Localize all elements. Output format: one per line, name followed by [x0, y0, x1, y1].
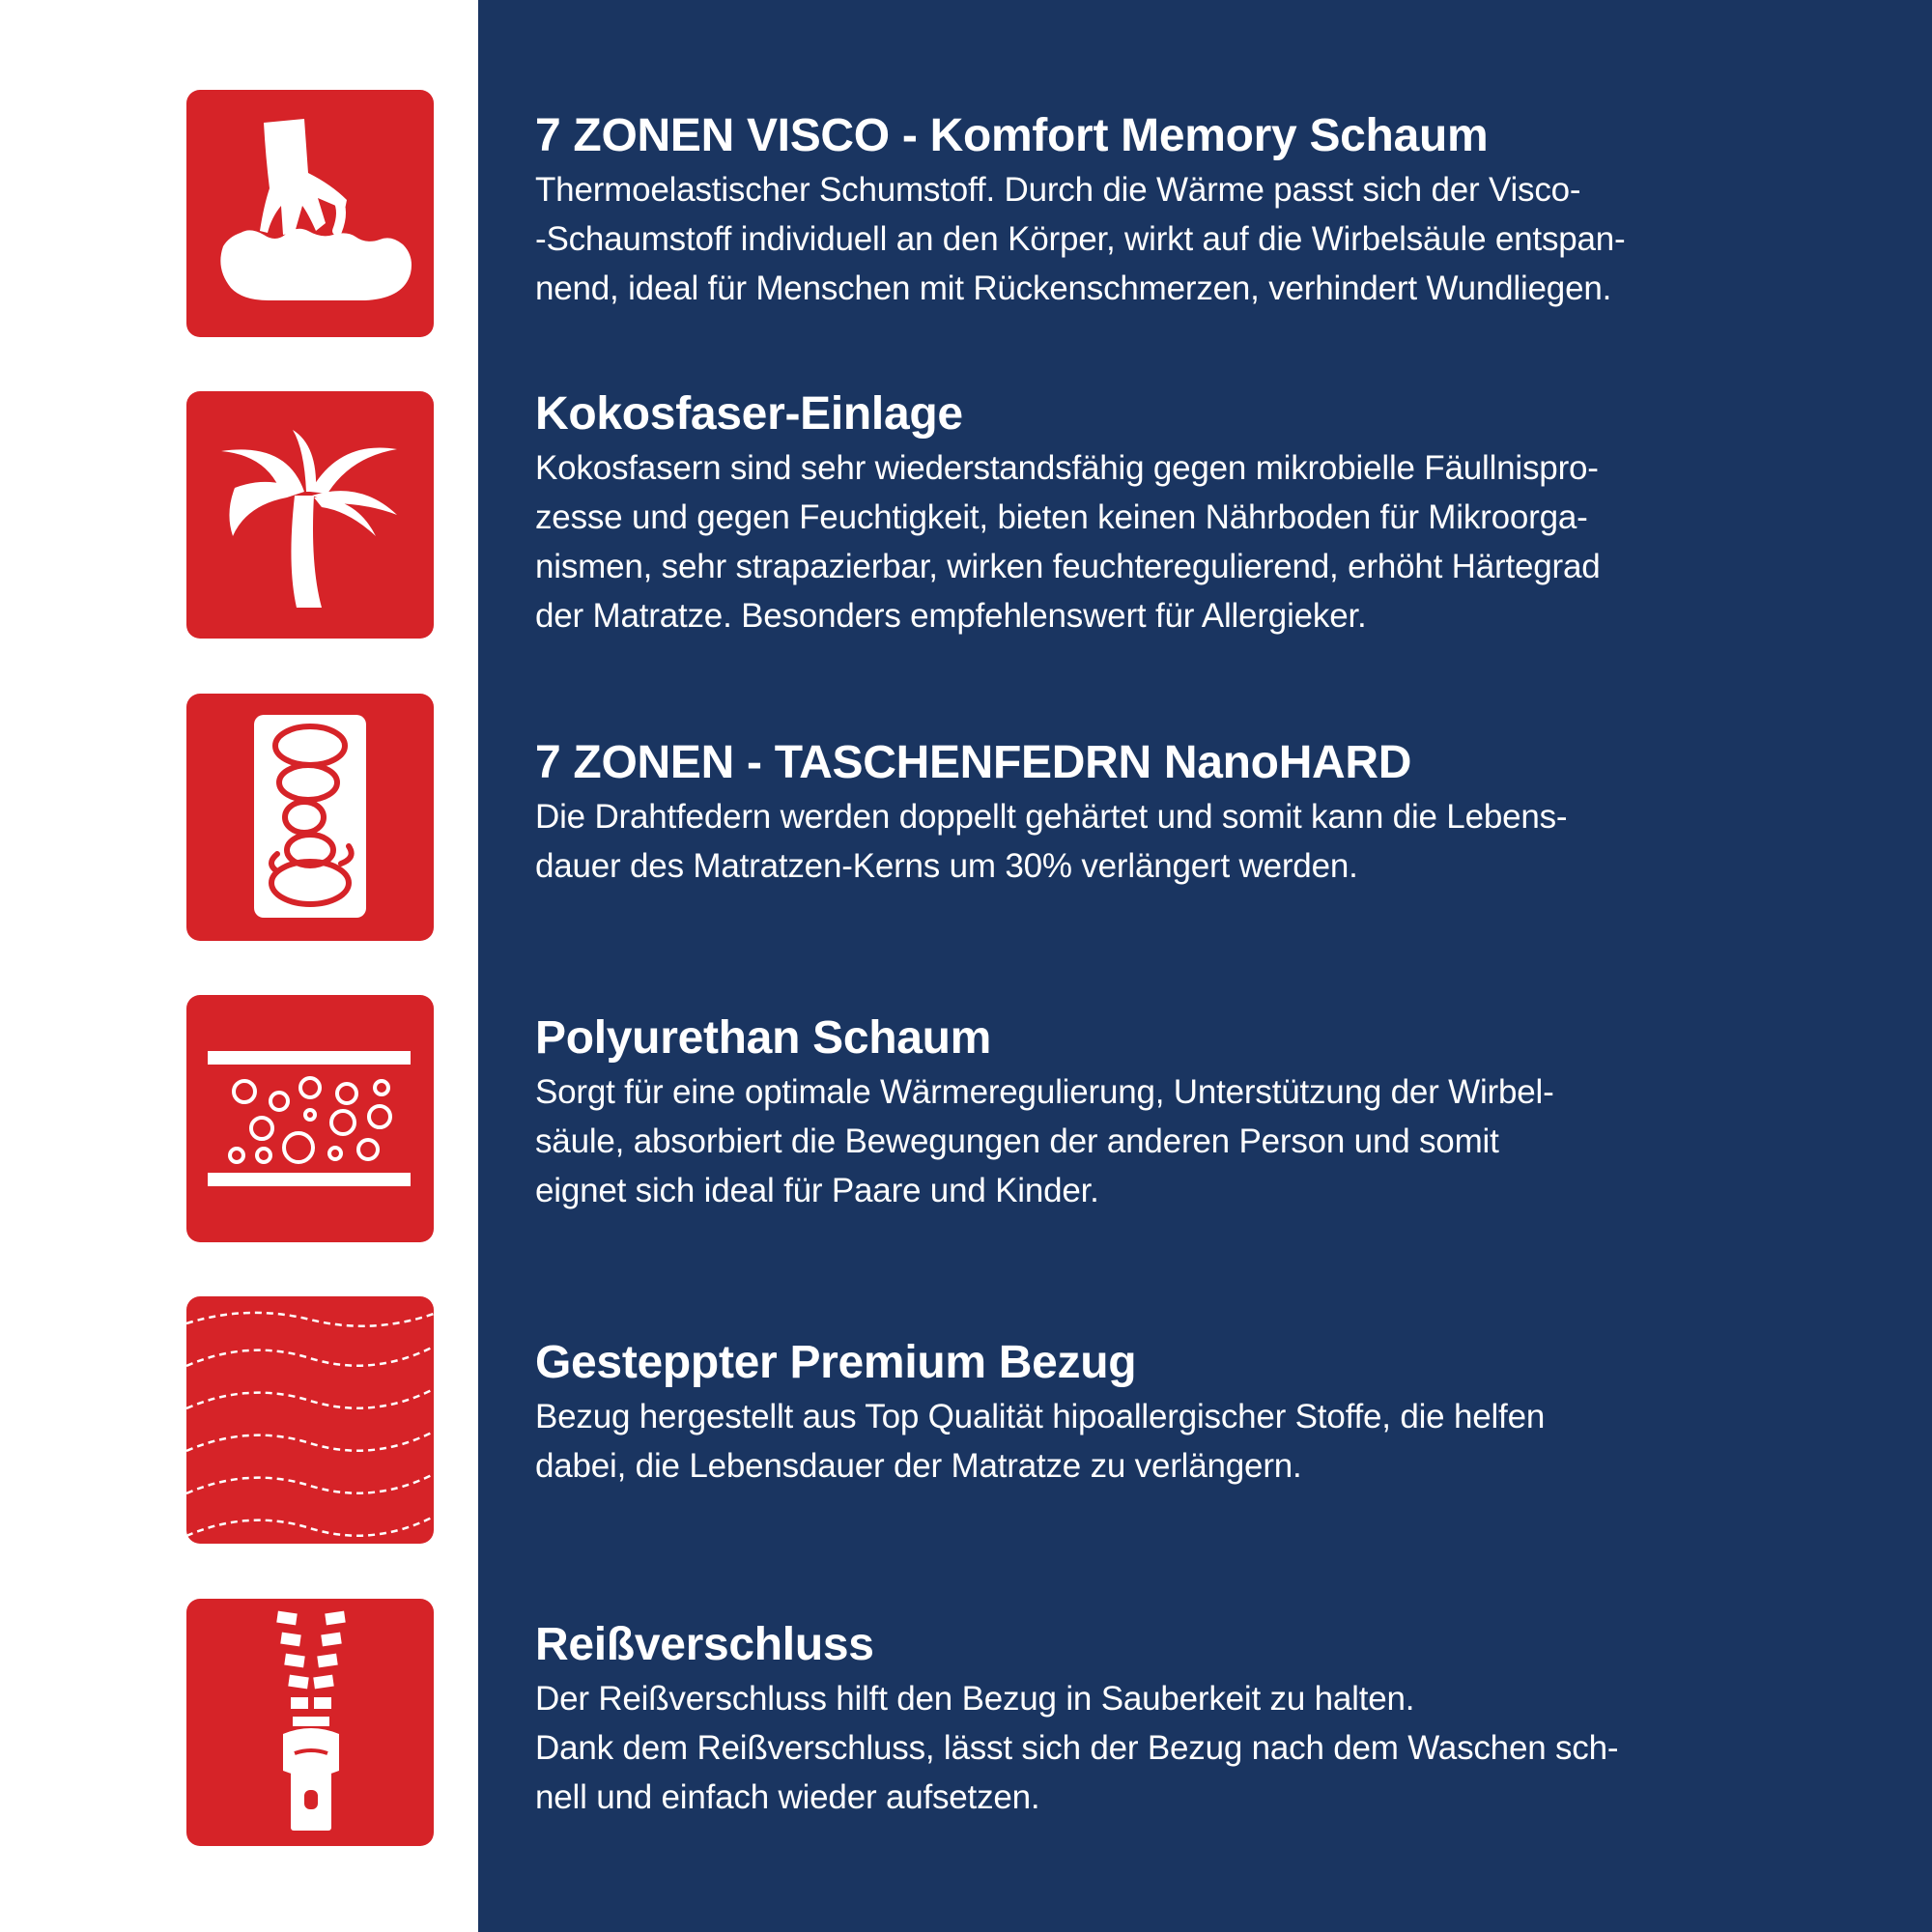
palm-tree-icon	[186, 391, 434, 639]
feature-title: 7 ZONEN - TASCHENFEDRN NanoHARD	[535, 737, 1412, 788]
description-line: nend, ideal für Menschen mit Rückenschmerzen, verhindert Wundliegen.	[535, 270, 1612, 307]
description-line: Die Drahtfedern werden doppellt gehärtet und somit kann die Lebens-	[535, 798, 1568, 836]
feature-icon-tile-2	[186, 391, 434, 639]
feature-3	[535, 736, 1830, 891]
feature-description	[535, 443, 1830, 640]
description-line: Der Reißverschluss hilft den Bezug in Sauberkeit zu halten.	[535, 1680, 1415, 1718]
feature-icon-tile-1	[186, 90, 434, 337]
feature-icon-tile-6	[186, 1599, 434, 1846]
description-line: zesse und gegen Feuchtigkeit, bieten keinen Nährboden für Mikroorga-	[535, 498, 1588, 536]
description-line: Dank dem Reißverschluss, lässt sich der Bezug nach dem Waschen sch-	[535, 1729, 1619, 1767]
feature-icon-tile-3	[186, 694, 434, 941]
feature-2	[535, 387, 1830, 640]
feature-title: Kokosfaser-Einlage	[535, 388, 963, 440]
feature-4	[535, 1011, 1830, 1215]
zipper-icon	[186, 1599, 434, 1846]
feature-5	[535, 1336, 1830, 1491]
feature-1	[535, 109, 1830, 313]
feature-title: Polyurethan Schaum	[535, 1012, 992, 1064]
description-line: eignet sich ideal für Paare und Kinder.	[535, 1172, 1099, 1209]
description-line: -Schaumstoff individuell an den Körper, wirkt auf die Wirbelsäule entspan-	[535, 220, 1626, 258]
quilted-fabric-icon	[186, 1296, 434, 1544]
pocket-spring-icon	[186, 694, 434, 941]
feature-description	[535, 792, 1830, 891]
feature-icon-tile-5	[186, 1296, 434, 1544]
description-line: nismen, sehr strapazierbar, wirken feuchteregulierend, erhöht Härtegrad	[535, 548, 1601, 585]
feature-description	[535, 1674, 1830, 1822]
hand-on-foam-icon	[186, 90, 434, 337]
description-line: nell und einfach wieder aufsetzen.	[535, 1778, 1040, 1816]
foam-bubbles-icon	[186, 995, 434, 1242]
description-line: Bezug hergestellt aus Top Qualität hipoallergischer Stoffe, die helfen	[535, 1398, 1546, 1435]
description-line: dauer des Matratzen-Kerns um 30% verlängert werden.	[535, 847, 1358, 885]
description-line: Sorgt für eine optimale Wärmeregulierung, Unterstützung der Wirbel-	[535, 1073, 1554, 1111]
feature-description	[535, 165, 1830, 313]
feature-title: Reißverschluss	[535, 1619, 874, 1670]
description-line: säule, absorbiert die Bewegungen der anderen Person und somit	[535, 1122, 1499, 1160]
feature-title: 7 ZONEN VISCO - Komfort Memory Schaum	[535, 110, 1489, 161]
description-line: Kokosfasern sind sehr wiederstandsfähig gegen mikrobielle Fäullnispro-	[535, 449, 1599, 487]
feature-6	[535, 1618, 1830, 1822]
feature-title: Gesteppter Premium Bezug	[535, 1337, 1137, 1388]
description-line: der Matratze. Besonders empfehlenswert für Allergieker.	[535, 597, 1367, 635]
feature-icon-tile-4	[186, 995, 434, 1242]
description-line: Thermoelastischer Schumstoff. Durch die Wärme passt sich der Visco-	[535, 171, 1581, 209]
feature-description	[535, 1067, 1830, 1215]
feature-description	[535, 1392, 1830, 1491]
description-line: dabei, die Lebensdauer der Matratze zu verlängern.	[535, 1447, 1302, 1485]
